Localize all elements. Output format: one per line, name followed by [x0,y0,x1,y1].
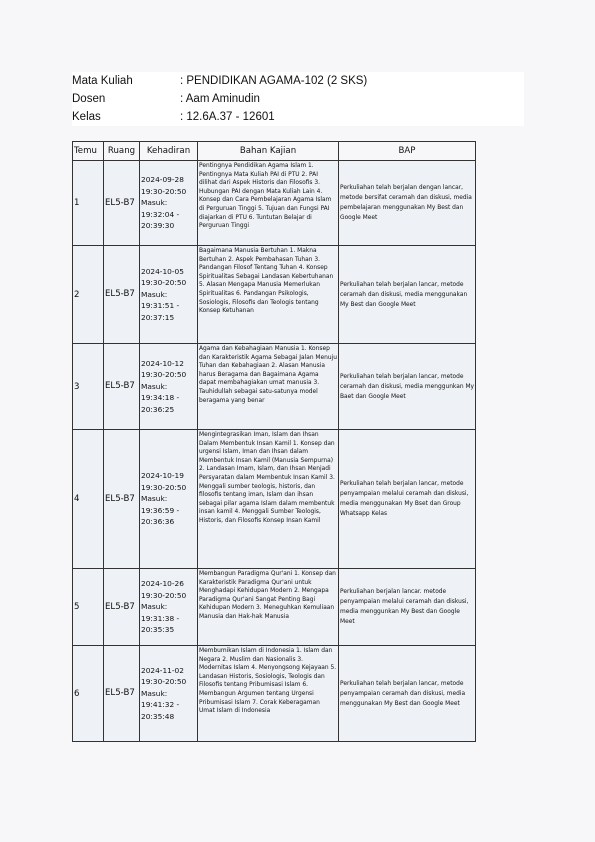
ruang-cell: EL5-B7 [104,246,140,344]
kelas-value: : 12.6A.37 - 12601 [180,111,275,123]
bahan-kajian-text: Bagaimana Manusia Bertuhan 1. Makna Bertuhan 2. Aspek Pembahasan Tuhan 3. Pandangan Filosof Tentang Tuhan 4. Konsep Spiritualitas Sebagai Landasan Kebertuhanan 5. Alasan Mengapa Manusia Memerlukan Spiritualitas 6. Pandangan Psikologis, Sosiologis, Filosofis dan Teologis tentang Konsep Ketuhanan [199,248,334,315]
bap-cell: Perkuliahan telah berjalan lancar, metode penyampaian ceramah dan diskusi, media menggunakan My Best dan Google Meet [339,646,476,742]
kehadiran-cell: 2024-11-02 19:30-20:50 Masuk: 19:41:32 - 20:35:48 [140,646,198,742]
temu-cell: 6 [73,646,104,742]
temu-cell: 3 [73,344,104,430]
table-row [73,646,476,742]
kehadiran-cell: 2024-10-26 19:30-20:50 Masuk: 19:31:38 - 20:35:35 [140,569,198,646]
kelas-label: Kelas [72,111,101,123]
kehadiran-cell: 2024-10-05 19:30-20:50 Masuk: 19:31:51 - 20:37:15 [140,246,198,344]
mata-kuliah-row [72,72,524,90]
course-info [72,72,524,126]
column-header-kehadiran: Kehadiran [140,142,198,161]
column-header-bahan-kajian: Bahan Kajian [198,142,339,161]
attendance-table [72,141,476,742]
bap-cell: Perkuliahan berjalan lancar. metode penyampaian melalui ceramah dan diskusi, media menggunkan My Best dan Google Meet [339,569,476,646]
bahan-kajian-text: Membangun Paradigma Qur'ani 1. Konsep dan Karakteristik Paradigma Qur'ani untuk Menghadapi Kehidupan Modern 2. Mengapa Paradigma Qur'ani Sangat Penting Bagi Kehidupan Modern 3. Meneguhkan Kemuliaan Manusia dan Hak-hak Manusia [199,571,336,620]
temu-cell: 5 [73,569,104,646]
column-header-bap: BAP [339,142,476,161]
dosen-label: Dosen [72,93,106,105]
table-row [73,430,476,569]
mata-kuliah-label: Mata Kuliah [72,75,133,87]
ruang-cell: EL5-B7 [104,430,140,569]
bap-cell: Perkuliahan telah berjalan lancar, metode penyampaian melalui ceramah dan diskusi, media menggunakan My Bset dan Group Whatsapp Kelas [339,430,476,569]
ruang-cell: EL5-B7 [104,569,140,646]
kehadiran-cell: 2024-10-12 19:30-20:50 Masuk: 19:34:18 - 20:36:25 [140,344,198,430]
bahan-kajian-cell [198,569,339,646]
kelas-row [72,108,524,126]
column-header-temu: Temu [73,142,104,161]
temu-cell: 1 [73,161,104,246]
temu-cell: 2 [73,246,104,344]
ruang-cell: EL5-B7 [104,344,140,430]
bahan-kajian-cell [198,344,339,430]
table-row [73,344,476,430]
mata-kuliah-value: : PENDIDIKAN AGAMA-102 (2 SKS) [180,75,368,87]
table-row [73,569,476,646]
bahan-kajian-text: Mengintegrasikan Iman, Islam dan Ihsan Dalam Membentuk Insan Kamil 1. Konsep dan urgensi Islam, Iman dan Ihsan dalam Membentuk Insan Kamil (Manusia Sempurna) 2. Landasan Imam, Islam, dan Ihsan Menjadi Persyaratan dalam Membentuk Insan Kamil 3. Menggali sumber teologis, historis, dan filosofis tentang iman, Islam dan ihsan sebagai pilar agama Islam dalam membentuk insan kamil 4. Menggali Sumber Teologis, Historis, dan Filosofis Konsep Insan Kamil [199,432,335,524]
bahan-kajian-cell [198,161,339,246]
bahan-kajian-cell [198,246,339,344]
temu-cell: 4 [73,430,104,569]
table-row [73,246,476,344]
dosen-value: : Aam Aminudin [180,93,260,105]
bahan-kajian-cell [198,646,339,742]
ruang-cell: EL5-B7 [104,161,140,246]
column-header-ruang: Ruang [104,142,140,161]
bap-cell: Perkuliahan telah berjalan dengan lancar, metode bersifat ceramah dan diskusi, media pembelajaran menggunakan My Best dan Google Meet [339,161,476,246]
kehadiran-cell: 2024-09-28 19:30-20:50 Masuk: 19:32:04 - 20:39:30 [140,161,198,246]
kehadiran-cell: 2024-10-19 19:30-20:50 Masuk: 19:36:59 - 20:36:36 [140,430,198,569]
table-row [73,161,476,246]
bap-cell: Perkuliahan telah berjalan lancar, metode ceramah dan diskusi, media menggunkan My Baet dan Google Meet [339,344,476,430]
bahan-kajian-text: Membumikan Islam di Indonesia 1. Islam dan Negara 2. Muslim dan Nasionalis 3. Modernitas Islam 4. Menyongsong Kejayaan 5. Landasan Historis, Sosiologis, Teologis dan Filosofis tentang Pribumisasi Islam 6. Membangun Argumen tentang Urgensi Pribumisasi Islam 7. Corak Keberagaman Umat Islam di Indonesia [199,648,337,715]
dosen-row [72,90,524,108]
bahan-kajian-text: Pentingnya Pendidikan Agama Islam 1. Pentingnya Mata Kuliah PAI di PTU 2. PAI dilihat dari Aspek Historis dan Filosofis 3. Hubungan PAI dengan Mata Kuliah Lain 4. Konsep dan Cara Pembelajaran Agama Islam di Perguruan Tinggi 5. Tujuan dan Fungsi PAI diajarkan di PTU 6. Tuntutan Belajar di Perguruan Tinggi [199,163,332,230]
ruang-cell: EL5-B7 [104,646,140,742]
bahan-kajian-text: Agama dan Kebahagiaan Manusia 1. Konsep dan Karakteristik Agama Sebagai Jalan Menuju Tuhan dan Kebahagiaan 2. Alasan Manusia harus Beragama dan Bagaimana Agama dapat membahagiakan umat manusia 3. Tauhidullah sebagai satu-satunya model beragama yang benar [199,346,337,404]
bap-cell: Perkuliahan telah berjalan lancar, metode ceramah dan diskusi, media menggunakan My Best dan Google Meet [339,246,476,344]
bahan-kajian-cell [198,430,339,569]
table-header-row [73,142,476,161]
